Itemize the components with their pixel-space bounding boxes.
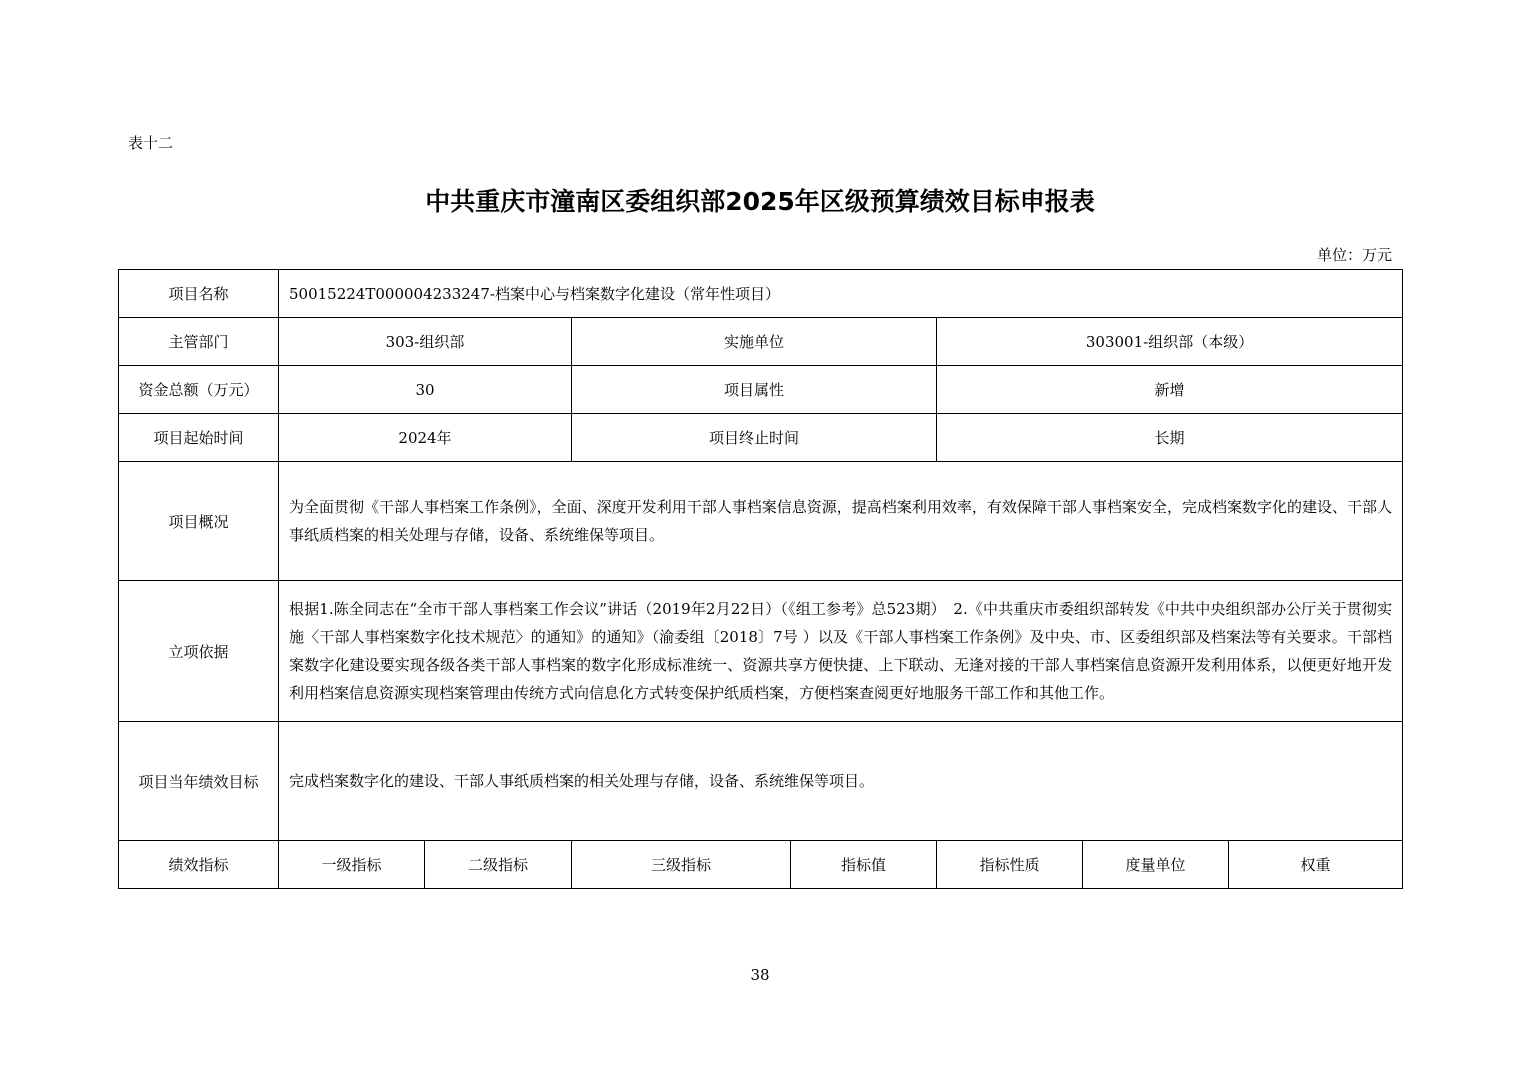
header-indicator-value: 指标值 xyxy=(791,841,937,889)
overview-text: 为全面贯彻《干部人事档案工作条例》，全面、深度开发利用干部人事档案信息资源，提高档案利用效率，有效保障干部人事档案安全，完成档案数字化的建设、干部人事纸质档案的相关处理与存储，设备、系统维保等项目。 xyxy=(279,462,1403,581)
header-weight: 权重 xyxy=(1229,841,1403,889)
row-indicators-header xyxy=(119,841,1403,889)
basis-text: 根据1.陈全同志在“全市干部人事档案工作会议”讲话（2019年2月22日）（《组工参考》总523期） 2.《中共重庆市委组织部转发《中共中央组织部办公厅关于贯彻实施〈干部人事档案数字化技术规范〉的通知》的通知》（渝委组〔2018〕7号 ）以及《干部人事档案工作条例》及中央、市、区委组织部及档案法等有关要求。干部档案数字化建设要实现各级各类干部人事档案的数字化形成标准统一、资源共享方便快捷、上下联动、无逢对接的干部人事档案信息资源开发利用体系，以便更好地开发利用档案信息资源实现档案管理由传统方式向信息化方式转变保护纸质档案，方便档案查阅更好地服务干部工作和其他工作。 xyxy=(279,581,1403,722)
annual-goal-label: 项目当年绩效目标 xyxy=(119,722,279,841)
table-number-label: 表十二 xyxy=(128,134,174,152)
end-time-label: 项目终止时间 xyxy=(572,414,937,462)
department-value: 303-组织部 xyxy=(279,318,572,366)
implementing-unit-label: 实施单位 xyxy=(572,318,937,366)
header-level3: 三级指标 xyxy=(572,841,791,889)
row-basis xyxy=(119,581,1403,722)
project-attribute-value: 新增 xyxy=(937,366,1403,414)
row-time xyxy=(119,414,1403,462)
project-name-label: 项目名称 xyxy=(119,270,279,318)
row-department xyxy=(119,318,1403,366)
indicators-label: 绩效指标 xyxy=(119,841,279,889)
header-indicator-nature: 指标性质 xyxy=(937,841,1083,889)
page-title: 中共重庆市潼南区委组织部2025年区级预算绩效目标申报表 xyxy=(425,187,1095,216)
start-time-value: 2024年 xyxy=(279,414,572,462)
row-project-name xyxy=(119,270,1403,318)
row-annual-goal xyxy=(119,722,1403,841)
row-overview xyxy=(119,462,1403,581)
department-label: 主管部门 xyxy=(119,318,279,366)
basis-label: 立项依据 xyxy=(119,581,279,722)
total-funds-label: 资金总额（万元） xyxy=(119,366,279,414)
header-measure-unit: 度量单位 xyxy=(1083,841,1229,889)
implementing-unit-value: 303001-组织部（本级） xyxy=(937,318,1403,366)
project-attribute-label: 项目属性 xyxy=(572,366,937,414)
row-funds xyxy=(119,366,1403,414)
annual-goal-text: 完成档案数字化的建设、干部人事纸质档案的相关处理与存储，设备、系统维保等项目。 xyxy=(279,722,1403,841)
start-time-label: 项目起始时间 xyxy=(119,414,279,462)
overview-label: 项目概况 xyxy=(119,462,279,581)
header-level2: 二级指标 xyxy=(425,841,572,889)
page-number: 38 xyxy=(750,966,770,984)
project-name-value: 50015224T000004233247-档案中心与档案数字化建设（常年性项目） xyxy=(279,270,1403,318)
header-level1: 一级指标 xyxy=(279,841,425,889)
unit-label: 单位：万元 xyxy=(1316,246,1392,264)
performance-target-table xyxy=(118,269,1403,889)
total-funds-value: 30 xyxy=(279,366,572,414)
end-time-value: 长期 xyxy=(937,414,1403,462)
